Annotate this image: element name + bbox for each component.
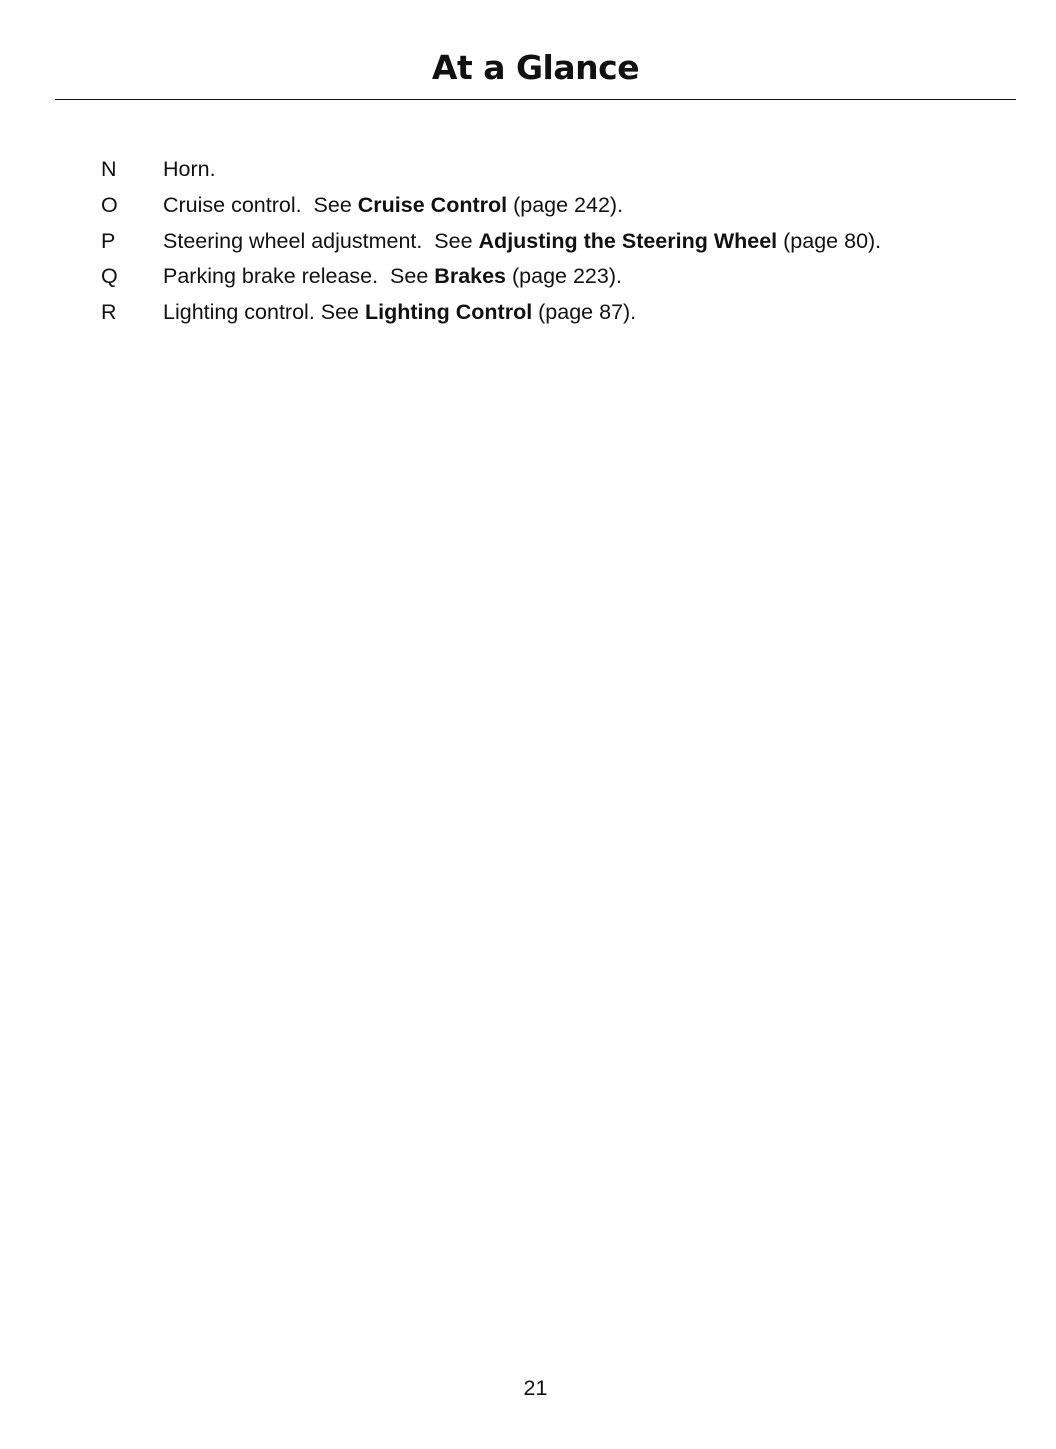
page-number: 21 <box>523 1376 548 1400</box>
list-item <box>0 224 1056 260</box>
item-text: Steering wheel adjustment. See <box>163 228 479 253</box>
item-letter: O <box>101 192 118 217</box>
title-divider <box>55 99 1016 100</box>
item-text: Lighting control. See <box>163 300 365 324</box>
item-description <box>163 224 881 259</box>
page-reference: (page 223). <box>506 264 622 289</box>
item-letter: N <box>101 157 117 181</box>
cross-reference-link[interactable]: Adjusting the Steering Wheel <box>478 228 778 253</box>
list-item <box>0 152 1056 188</box>
item-description <box>163 295 636 330</box>
cross-reference-link[interactable]: Cruise Control <box>357 192 508 217</box>
item-letter: P <box>101 228 116 253</box>
item-list <box>0 152 1056 331</box>
page-reference: (page 242). <box>507 192 624 217</box>
item-description <box>163 188 623 223</box>
item-text: Cruise control. See <box>163 192 358 217</box>
item-letter: R <box>101 300 117 324</box>
page-reference: (page 80). <box>777 228 882 253</box>
page-title: At a Glance <box>431 48 640 87</box>
item-text: Parking brake release. See <box>163 264 435 289</box>
cross-reference-link[interactable]: Lighting Control <box>365 300 533 324</box>
list-item <box>0 259 1056 295</box>
item-description <box>163 152 216 187</box>
item-letter: Q <box>101 264 118 289</box>
cross-reference-link[interactable]: Brakes <box>434 264 507 289</box>
list-item <box>0 188 1056 224</box>
list-item <box>0 295 1056 331</box>
page-reference: (page 87). <box>532 300 637 324</box>
item-description <box>163 259 622 294</box>
item-text: Horn. <box>163 157 216 181</box>
